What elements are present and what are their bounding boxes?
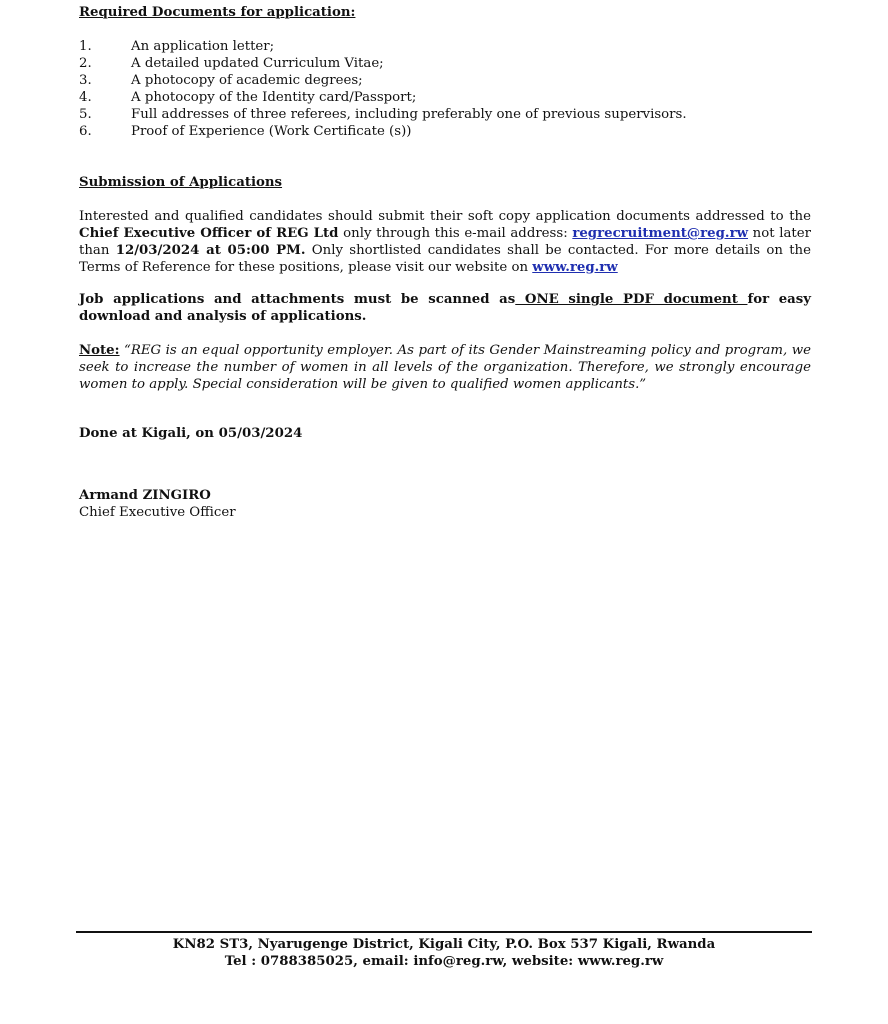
list-item-text: Proof of Experience (Work Certificate (s)) [131,124,412,139]
list-item-text: Full addresses of three referees, including preferably one of previous supervisors. [131,107,687,122]
list-item [79,55,811,72]
list-item-number: 5. [79,107,92,122]
footer [76,936,812,970]
pdf-text-part: for easy download and analysis of applications. [79,292,811,324]
pdf-emphasis: ONE single PDF document [515,292,748,307]
submission-heading: Submission of Applications [79,175,283,190]
signatory-title: Chief Executive Officer [79,505,236,520]
signatory-name: Armand ZINGIRO [79,488,211,503]
note-paragraph [79,342,811,393]
submission-paragraph [79,208,811,276]
list-item-number: 3. [79,73,92,88]
list-item-text: A detailed updated Curriculum Vitae; [131,56,384,71]
list-item [79,123,811,140]
list-item [79,72,811,89]
list-item-text: A photocopy of the Identity card/Passport; [131,90,417,105]
footer-divider [76,931,812,933]
list-item [79,89,811,106]
submission-addressee: Chief Executive Officer of REG Ltd [79,226,339,241]
submission-text-part: Only shortlisted candidates shall be contacted. For more details on the Terms of Reference for these positions, please visit our website on [79,243,811,275]
list-item [79,106,811,123]
list-item-number: 4. [79,90,92,105]
pdf-instruction-paragraph [79,291,811,325]
required-documents-list [79,38,811,140]
pdf-text-part: Job applications and attachments must be scanned as [79,292,516,307]
submission-text-part: only through this e-mail address: [338,226,573,241]
footer-address: KN82 ST3, Nyarugenge District, Kigali City, P.O. Box 537 Kigali, Rwanda [172,937,716,952]
list-item-number: 2. [79,56,92,71]
note-label: Note: [79,343,120,358]
footer-contact: Tel : 0788385025, email: info@reg.rw, website: www.reg.rw [224,954,664,969]
signature-block [79,487,811,521]
required-documents-heading: Required Documents for application: [79,5,356,20]
list-item-text: An application letter; [131,39,275,54]
website-link[interactable]: www.reg.rw [532,260,618,275]
done-at-line: Done at Kigali, on 05/03/2024 [79,426,303,441]
list-item-number: 1. [79,39,92,54]
submission-text-part: Interested and qualified candidates should submit their soft copy application documents addressed to the [79,209,811,224]
list-item-text: A photocopy of academic degrees; [131,73,363,88]
email-link[interactable]: regrecruitment@reg.rw [572,226,749,241]
deadline: 12/03/2024 at 05:00 PM. [115,243,306,258]
submission-text-part: not later than [79,226,811,258]
list-item [79,38,811,55]
note-text: “REG is an equal opportunity employer. As part of its Gender Mainstreaming policy and program, we seek to increase the number of women in all levels of the organization. Therefore, we strongly encourage women to apply. Special consideration will be given to qualified women applicants.” [79,343,811,392]
list-item-number: 6. [79,124,92,139]
